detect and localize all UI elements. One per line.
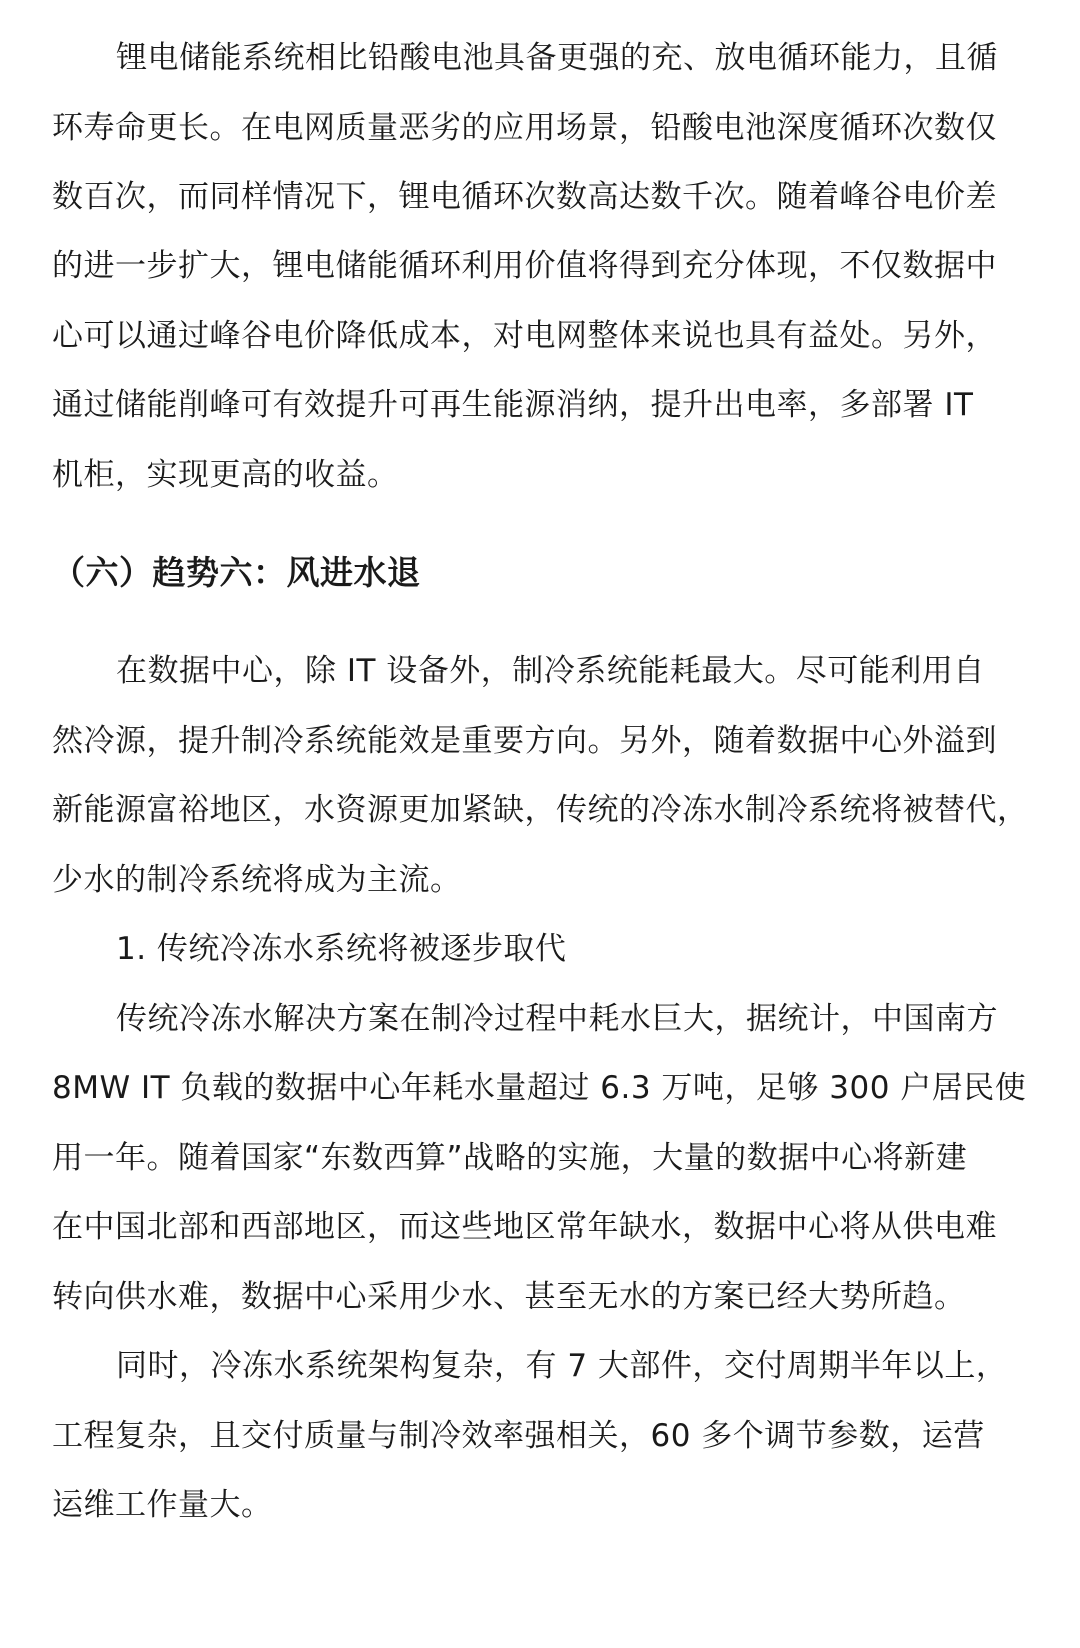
paragraph-line: 在中国北部和西部地区，而这些地区常年缺水，数据中心将从供电难 bbox=[52, 1209, 997, 1245]
paragraph-line: 在数据中心，除 IT 设备外，制冷系统能耗最大。尽可能利用自 bbox=[116, 653, 985, 689]
paragraph-line: 锂电储能系统相比铅酸电池具备更强的充、放电循环能力，且循 bbox=[116, 40, 998, 76]
paragraph-line: 新能源富裕地区，水资源更加紧缺，传统的冷冻水制冷系统将被替代， bbox=[52, 792, 1029, 828]
paragraph-line: 少水的制冷系统将成为主流。 bbox=[52, 862, 462, 898]
paragraph-line: 用一年。随着国家“东数西算”战略的实施，大量的数据中心将新建 bbox=[52, 1140, 968, 1176]
paragraph-line: 数百次，而同样情况下，锂电循环次数高达数千次。随着峰谷电价差 bbox=[52, 179, 997, 215]
paragraph-line: 同时，冷冻水系统架构复杂，有 7 大部件，交付周期半年以上， bbox=[116, 1348, 1008, 1384]
paragraph-line: 的进一步扩大，锂电储能循环利用价值将得到充分体现，不仅数据中 bbox=[52, 248, 997, 284]
paragraph-line: 机柜，实现更高的收益。 bbox=[52, 457, 399, 493]
paragraph-line: 工程复杂，且交付质量与制冷效率强相关，60 多个调节参数，运营 bbox=[52, 1418, 985, 1454]
section-heading: （六）趋势六：风进水退 bbox=[52, 553, 421, 592]
paragraph-line: 环寿命更长。在电网质量恶劣的应用场景，铅酸电池深度循环次数仅 bbox=[52, 110, 997, 146]
paragraph-line: 心可以通过峰谷电价降低成本，对电网整体来说也具有益处。另外， bbox=[52, 318, 997, 354]
paragraph-line: 运维工作量大。 bbox=[52, 1487, 273, 1523]
paragraph-line: 然冷源，提升制冷系统能效是重要方向。另外，随着数据中心外溢到 bbox=[52, 723, 997, 759]
paragraph-line: 转向供水难，数据中心采用少水、甚至无水的方案已经大势所趋。 bbox=[52, 1279, 966, 1315]
paragraph-line: 传统冷冻水解决方案在制冷过程中耗水巨大，据统计，中国南方 bbox=[116, 1001, 998, 1037]
paragraph-line: 8MW IT 负载的数据中心年耗水量超过 6.3 万吨，足够 300 户居民使 bbox=[52, 1070, 1027, 1106]
paragraph-line: 通过储能削峰可有效提升可再生能源消纳，提升出电率，多部署 IT bbox=[52, 387, 974, 423]
subsection-heading: 1. 传统冷冻水系统将被逐步取代 bbox=[116, 931, 567, 967]
